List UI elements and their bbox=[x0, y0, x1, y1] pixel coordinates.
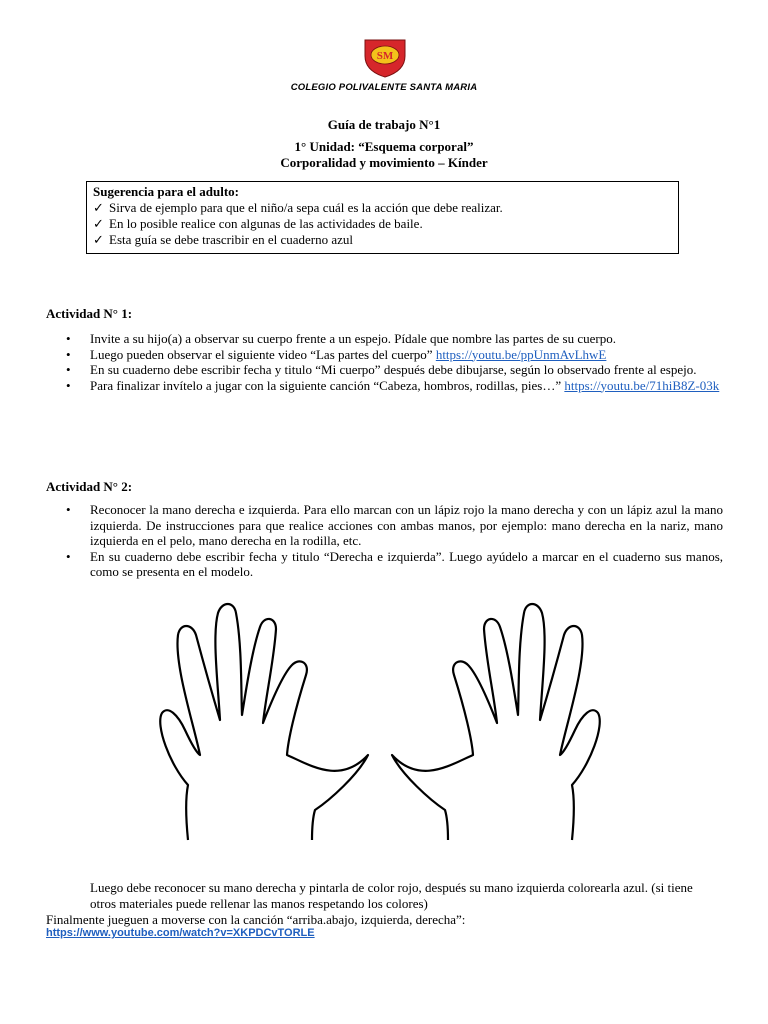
suggestion-title: Sugerencia para el adulto: bbox=[93, 184, 240, 199]
list-item: • Reconocer la mano derecha e izquierda. Para ello marcan con un lápiz rojo la mano derecha y con un lápiz azul la mano izquierda. De instrucciones para que realice acciones con ambas manos, por ejemplo: mano derecha en la nariz, mano izquierda en el pelo, mano derecha en la rodilla, etc. bbox=[66, 502, 723, 548]
activity2-title: Actividad N° 2: bbox=[46, 479, 133, 494]
hands-illustration bbox=[100, 595, 660, 845]
list-item: • En su cuaderno debe escribir fecha y titulo “Derecha e izquierda”. Luego ayúdelo a marcar en el cuaderno sus manos, como se presenta en el modelo. bbox=[66, 548, 723, 579]
checkmark-icon: ✓ bbox=[93, 200, 104, 215]
bullet-icon: • bbox=[66, 331, 71, 346]
list-item: • Invite a su hijo(a) a observar su cuerpo frente a un espejo. Pídale que nombre las partes de su cuerpo. bbox=[66, 331, 616, 346]
checkmark-icon: ✓ bbox=[93, 232, 104, 247]
school-logo bbox=[362, 38, 408, 78]
activity1-list bbox=[46, 331, 723, 393]
unit-line: 1° Unidad: “Esquema corporal” bbox=[294, 139, 474, 154]
bullet-icon: • bbox=[66, 502, 71, 517]
video-link-body-parts[interactable]: https://youtu.be/ppUnmAvLhwE bbox=[435, 346, 607, 362]
final-instruction: Finalmente jueguen a moverse con la canción “arriba.abajo, izquierda, derecha”: bbox=[46, 912, 466, 927]
suggestion-box bbox=[86, 181, 679, 254]
activity2-list bbox=[46, 502, 723, 580]
activity1-title: Actividad N° 1: bbox=[46, 306, 133, 321]
list-item: • Luego pueden observar el siguiente video “Las partes del cuerpo” https://youtu.be/ppUnmAvLhwE bbox=[66, 346, 607, 362]
closing-paragraph: Luego debe reconocer su mano derecha y pintarla de color rojo, después su mano izquierda colorearla azul. (si tiene otros materiales puede rellenar las manos respetando los colores) bbox=[90, 880, 693, 911]
list-item: • Para finalizar invítelo a jugar con la siguiente canción “Cabeza, hombros, rodillas, pies…” https://youtu.be/71hiB8Z-03k bbox=[66, 377, 720, 393]
bullet-icon: • bbox=[66, 548, 71, 564]
suggestion-item: ✓ Esta guía se debe trascribir en el cuaderno azul bbox=[93, 232, 353, 247]
youtube-final-link[interactable]: https://www.youtube.com/watch?v=XKPDCvTORLE bbox=[46, 927, 315, 939]
bullet-icon: • bbox=[66, 346, 71, 362]
suggestion-item: ✓ Sirva de ejemplo para que el niño/a sepa cuál es la acción que debe realizar. bbox=[93, 200, 503, 215]
video-link-song[interactable]: https://youtu.be/71hiB8Z-03k bbox=[564, 377, 720, 393]
checkmark-icon: ✓ bbox=[93, 216, 104, 231]
school-name: COLEGIO POLIVALENTE SANTA MARIA bbox=[290, 82, 478, 93]
suggestion-item: ✓ En lo posible realice con algunas de las actividades de baile. bbox=[93, 216, 423, 231]
subject-line: Corporalidad y movimiento – Kínder bbox=[280, 155, 488, 170]
bullet-icon: • bbox=[66, 362, 71, 377]
list-item: • En su cuaderno debe escribir fecha y titulo “Mi cuerpo” después debe dibujarse, según lo observado frente al espejo. bbox=[66, 362, 697, 377]
left-hand-outline bbox=[160, 604, 368, 840]
right-hand-outline bbox=[392, 604, 600, 840]
guide-title: Guía de trabajo N°1 bbox=[327, 117, 441, 132]
svg-text:SM: SM bbox=[376, 50, 394, 62]
bullet-icon: • bbox=[66, 377, 71, 393]
